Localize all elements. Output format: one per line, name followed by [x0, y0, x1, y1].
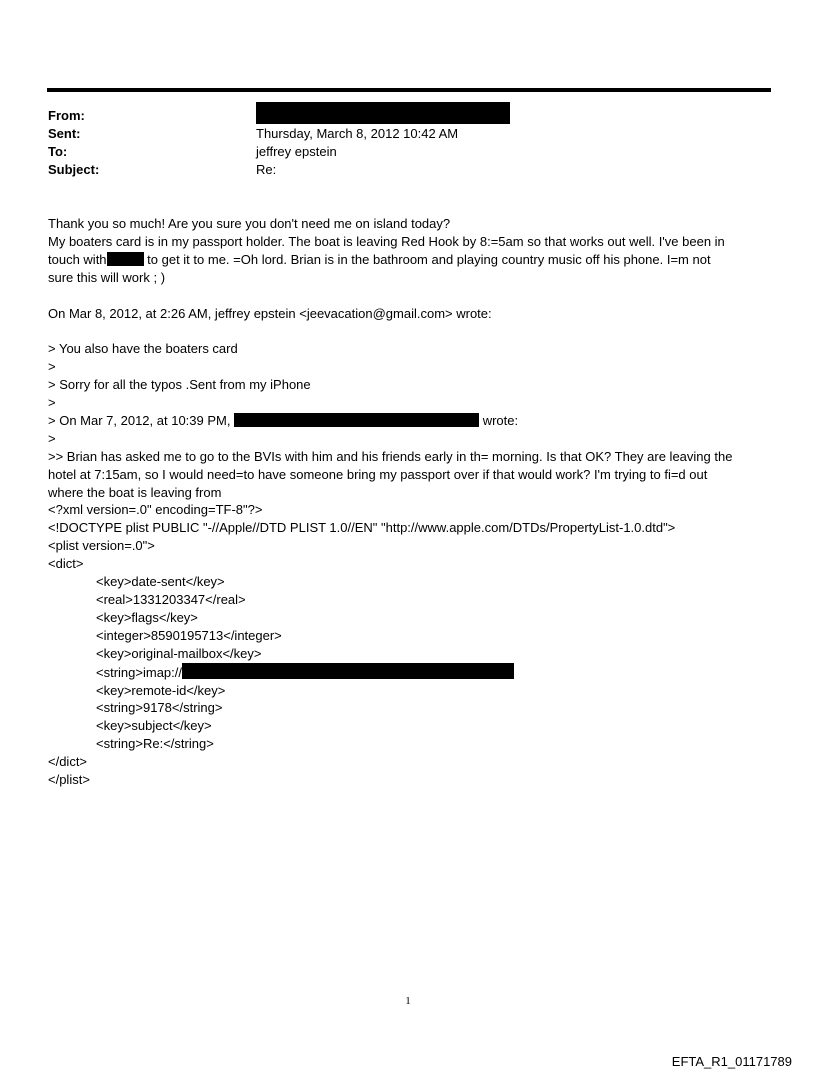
subject-label: Subject:	[48, 162, 100, 177]
xml-line: <dict>	[48, 556, 84, 572]
quote-line: > Sorry for all the typos .Sent from my iPhone	[48, 377, 311, 393]
to-row	[48, 143, 748, 161]
mailbox-redaction	[182, 663, 514, 679]
xml-line: </dict>	[48, 754, 88, 770]
xml-line: <key>flags</key>	[96, 609, 198, 625]
from-row	[48, 107, 748, 125]
quote-line: >	[48, 359, 56, 375]
subject-value: Re:	[256, 162, 277, 177]
body-line: sure this will work ; )	[48, 269, 166, 285]
body-line: touch with to get it to me. =Oh lord. Brian is in the bathroom and playing country music off his phone. I=m not	[48, 251, 711, 267]
body-line: Thank you so much! Are you sure you don't need me on island today?	[48, 216, 451, 231]
quote-line: > On Mar 7, 2012, at 10:39 PM, wrote:	[48, 412, 519, 428]
quote-header: On Mar 8, 2012, at 2:26 AM, jeffrey epstein <jeevacation@gmail.com> wrote:	[48, 305, 492, 321]
quote-line: > You also have the boaters card	[48, 341, 238, 357]
quote-line: >	[48, 395, 56, 411]
xml-line: <integer>8590195713</integer>	[96, 627, 282, 643]
xml-line: <key>remote-id</key>	[96, 682, 226, 698]
subject-row	[48, 161, 748, 179]
xml-line: <string>Re:</string>	[96, 736, 214, 752]
xml-line: </plist>	[48, 772, 90, 788]
email-header	[48, 107, 748, 179]
xml-line: <plist version=.0">	[48, 538, 155, 554]
to-value: jeffrey epstein	[256, 144, 337, 159]
xml-line: <real>1331203347</real>	[96, 592, 246, 607]
header-rule	[47, 88, 771, 92]
email-body	[48, 215, 758, 789]
quote-line: hotel at 7:15am, so I would need=to have someone bring my passport over if that would work? I'm trying to fi=d out	[48, 466, 708, 482]
quote-line: where the boat is leaving from	[48, 484, 222, 500]
sent-label: Sent:	[48, 126, 81, 141]
sent-row	[48, 125, 748, 143]
page-number: 1	[405, 995, 411, 1007]
xml-line: <key>date-sent</key>	[96, 574, 225, 590]
quote-line: >> Brian has asked me to go to the BVIs with him and his friends early in th= morning. Is that OK? They are leaving the	[48, 448, 733, 464]
document-id: EFTA_R1_01171789	[671, 1054, 792, 1069]
from-redaction	[256, 102, 510, 124]
sent-value: Thursday, March 8, 2012 10:42 AM	[256, 126, 459, 141]
xml-line: <string>imap://	[48, 663, 758, 682]
quote-line: >	[48, 430, 56, 446]
from-label: From:	[48, 108, 85, 123]
body-line: My boaters card is in my passport holder. The boat is leaving Red Hook by 8:=5am so that works out well. I've been in	[48, 233, 725, 249]
xml-line: <key>original-mailbox</key>	[96, 645, 262, 661]
to-label: To:	[48, 144, 68, 159]
sender-redaction	[234, 413, 479, 427]
name-redaction	[107, 252, 144, 266]
xml-line: <!DOCTYPE plist PUBLIC "-//Apple//DTD PLIST 1.0//EN" "http://www.apple.com/DTDs/PropertyList-1.0.dtd">	[48, 520, 676, 536]
xml-line: <?xml version=.0" encoding=TF-8"?>	[48, 502, 263, 518]
xml-line: <key>subject</key>	[96, 718, 212, 734]
xml-line: <string>9178</string>	[96, 700, 223, 716]
